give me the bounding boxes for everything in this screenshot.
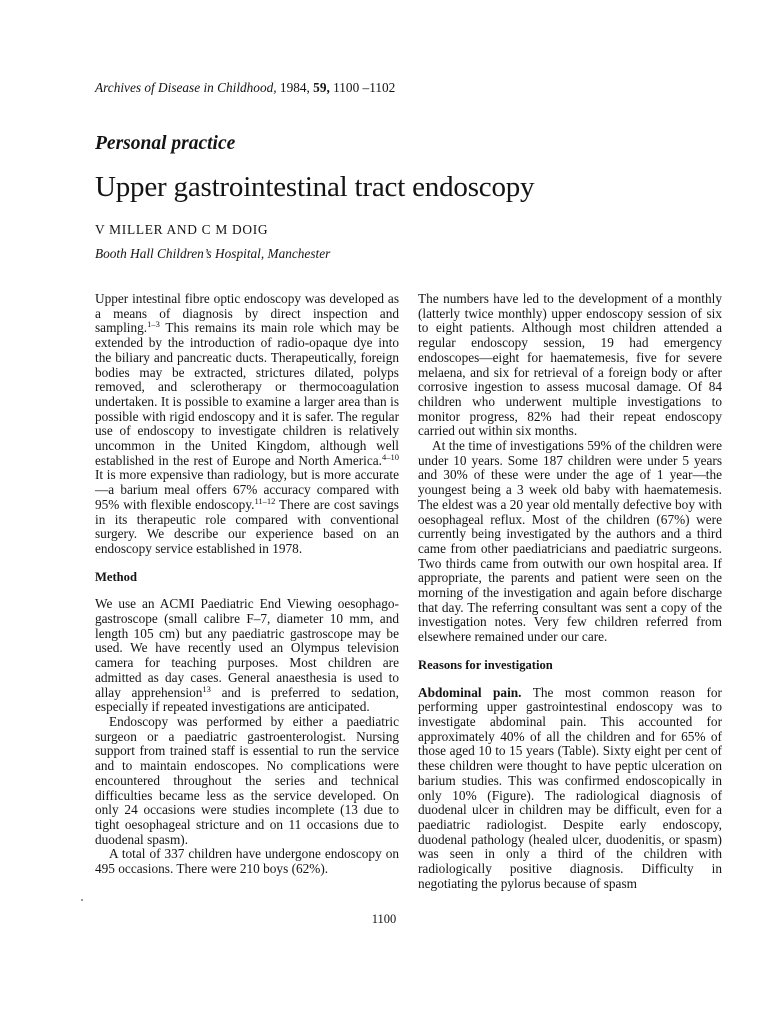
- method-text-2: and is preferred to sedation, especially if repeated investigations are anticipated.: [95, 684, 399, 715]
- reference-marker: 11–12: [254, 495, 276, 506]
- intro-text-3: It is more expensive than radiology, but is more accurate—a barium meal offers 67% accuracy compared with 95% with flexible endoscopy.: [95, 467, 399, 512]
- journal-pages: 1100 –1102: [333, 80, 396, 95]
- affiliation: Booth Hall Children’s Hospital, Manchester: [95, 246, 331, 261]
- abdominal-pain-runin: Abdominal pain.: [418, 684, 522, 700]
- reasons-heading: Reasons for investigation: [418, 657, 553, 672]
- abdominal-pain-text: The most common reason for performing upper gastrointestinal endoscopy was to investigate abdominal pain. This accounted for approximately 40% of all the children and for 65% of those aged 10 to 15 years (Table). Sixty eight per cent of these children were thought to have peptic ulceration on barium studies. This was confirmed endoscopically in only 10% (Figure). The radiological diagnosis of duodenal ulcer in children may be difficult, even for a paediatric radiologist. Despite early endoscopy, duodenal pathology (healed ulcer, duodenitis, or spasm) was seen in only a third of the children with radiologically positive diagnosis. Difficulty in negotiating the pylorus because of spasm: [418, 684, 722, 891]
- reference-marker: 4–10: [382, 451, 399, 462]
- method-text-1: We use an ACMI Paediatric End Viewing oesophago-gastroscope (small calibre F–7, diameter 10 mm, and length 105 cm) but any paediatric gastroscope may be used. We have recently used an Olympus television camera for teaching purposes. Most children are admitted as day cases. General anaesthesia is used to allay apprehension: [95, 596, 399, 700]
- section-heading: Personal practice: [95, 133, 236, 154]
- reference-marker: 13: [202, 683, 211, 694]
- intro-text-1: Upper intestinal fibre optic endoscopy was developed as a means of diagnosis by direct inspection and sampling.: [95, 291, 399, 336]
- intro-text-4: There are cost savings in its therapeutic role compared with conventional surgery. We describe our experience based on an endoscopy service established in 1978.: [95, 496, 399, 556]
- journal-volume: 59,: [313, 80, 330, 95]
- method-paragraph-3: A total of 337 children have undergone endoscopy on 495 occasions. There were 210 boys (62%).: [95, 846, 399, 877]
- method-paragraph-4: The numbers have led to the development of a monthly (latterly twice monthly) upper endoscopy session of six to eight patients. Although most children attended a regular endoscopy session, 19 had emergency endoscopes—eight for haematemesis, five for severe melaena, and six for retrieval of a foreign body or after corrosive ingestion to assess mucosal damage. Of 84 children who underwent multiple investigations to monitor progress, 82% had their repeat endoscopy carried out within six months.: [418, 291, 722, 439]
- journal-citation: [95, 80, 395, 96]
- abdominal-pain-paragraph: [418, 686, 722, 892]
- intro-paragraph: [95, 292, 399, 557]
- journal-year: 1984,: [279, 80, 310, 95]
- authors: V MILLER AND C M DOIG: [95, 222, 269, 237]
- method-heading: Method: [95, 569, 137, 584]
- journal-name: Archives of Disease in Childhood,: [95, 80, 277, 95]
- left-column: [95, 292, 399, 877]
- method-paragraph-1: [95, 597, 399, 715]
- page-number: 1100: [371, 912, 397, 926]
- method-paragraph-2: Endoscopy was performed by either a paediatric surgeon or a paediatric gastroenterologist. Nursing support from trained staff is essential to run the service and to maintain endoscopes. No complications were encountered throughout the series and technical difficulties became less as the service developed. On only 24 occasions were studies incomplete (13 due to tight oesophageal stricture and on 11 occasions due to duodenal spasm).: [95, 713, 399, 847]
- scan-speck: [81, 899, 83, 901]
- article-title: Upper gastrointestinal tract endoscopy: [95, 171, 535, 203]
- reference-marker: 1–3: [147, 319, 160, 330]
- right-column: [418, 292, 722, 891]
- method-paragraph-5: At the time of investigations 59% of the children were under 10 years. Some 187 children were under 5 years and 30% of these were under the age of 1 year—the youngest being a 3 week old baby with haematemesis. The eldest was a 20 year old mentally defective boy with oesophageal reflux. Most of the children (67%) were currently being investigated by the authors and a third came from other paediatricians and paediatric surgeons. Two thirds came from outwith our own hospital area. If appropriate, the parents and patient were seen on the morning of the investigation and again before discharge that day. The referring consultant was sent a copy of the investigation notes. Very few children referred from elsewhere remained under our care.: [418, 438, 722, 645]
- intro-text-2: This remains its main role which may be extended by the introduction of radio-opaque dye into the biliary and pancreatic ducts. Therapeutically, foreign bodies may be extracted, strictures dilated, polyps removed, and sclerotherapy or thermocoagulation undertaken. It is possible to examine a larger area than is possible with rigid endoscopy and it is safer. The regular use of endoscopy to investigate children is relatively uncommon in the United Kingdom, although well established in the rest of Europe and North America.: [95, 320, 399, 468]
